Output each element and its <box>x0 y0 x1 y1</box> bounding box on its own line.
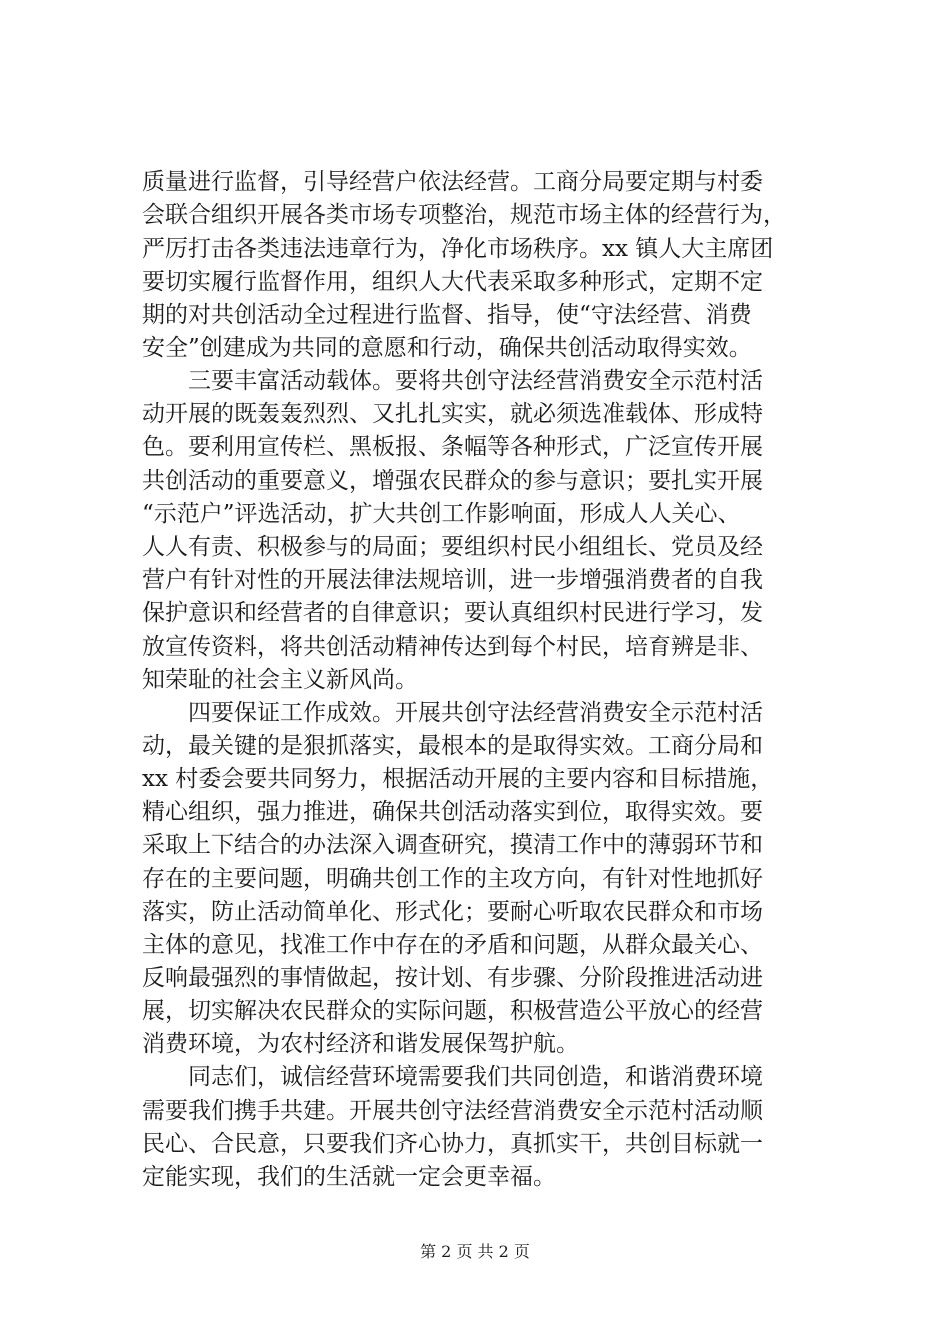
text-line: 要切实履行监督作用，组织人大代表采取多种形式，定期不定 <box>142 269 763 295</box>
text-line: 知荣耻的社会主义新风尚。 <box>142 667 418 693</box>
text-line: 反响最强烈的事情做起，按计划、有步骤、分阶段推进活动进 <box>142 965 763 991</box>
text-line: 消费环境，为农村经济和谐发展保驾护航。 <box>142 1031 579 1057</box>
text-line: 存在的主要问题，明确共创工作的主攻方向，有针对性地抓好 <box>142 866 763 892</box>
text-line: 严厉打击各类违法违章行为，净化市场秩序。xx 镇人大主席团 <box>142 236 774 262</box>
text-line: 展，切实解决农民群众的实际问题，积极营造公平放心的经营 <box>142 998 763 1024</box>
text-line: 放宣传资料，将共创活动精神传达到每个村民，培育辨是非、 <box>142 634 763 660</box>
text-line: 采取上下结合的办法深入调查研究，摸清工作中的薄弱环节和 <box>142 832 763 858</box>
text-line: 会联合组织开展各类市场专项整治，规范市场主体的经营行为， <box>142 202 786 228</box>
text-line: “示范户”评选活动，扩大共创工作影响面，形成人人关心、 <box>142 501 741 527</box>
text-line: 保护意识和经营者的自律意识；要认真组织村民进行学习，发 <box>142 600 763 626</box>
text-line: 定能实现，我们的生活就一定会更幸福。 <box>142 1164 556 1190</box>
text-line: 民心、合民意，只要我们齐心协力，真抓实干，共创目标就一 <box>142 1131 763 1157</box>
text-line: 精心组织，强力推进，确保共创活动落实到位，取得实效。要 <box>142 799 763 825</box>
text-line: 色。要利用宣传栏、黑板报、条幅等各种形式，广泛宣传开展 <box>142 434 763 460</box>
text-line: 期的对共创活动全过程进行监督、指导，使“守法经营、消费 <box>142 302 752 328</box>
text-line: xx 村委会要共同努力，根据活动开展的主要内容和目标措施， <box>142 766 774 792</box>
text-line: 人人有责、积极参与的局面；要组织村民小组组长、党员及经 <box>142 534 763 560</box>
text-line: 共创活动的重要意义，增强农民群众的参与意识；要扎实开展 <box>142 468 763 494</box>
text-line: 三要丰富活动载体。要将共创守法经营消费安全示范村活 <box>188 368 763 394</box>
text-line: 需要我们携手共建。开展共创守法经营消费安全示范村活动顺 <box>142 1098 763 1124</box>
text-line: 落实，防止活动简单化、形式化；要耐心听取农民群众和市场 <box>142 899 763 925</box>
text-line: 安全”创建成为共同的意愿和行动，确保共创活动取得实效。 <box>142 335 752 361</box>
text-line: 动开展的既轰轰烈烈、又扎扎实实，就必须选准载体、形成特 <box>142 401 763 427</box>
text-line: 质量进行监督，引导经营户依法经营。工商分局要定期与村委 <box>142 169 763 195</box>
text-line: 营户有针对性的开展法律法规培训，进一步增强消费者的自我 <box>142 567 763 593</box>
text-line: 四要保证工作成效。开展共创守法经营消费安全示范村活 <box>188 700 763 726</box>
text-line: 主体的意见，找准工作中存在的矛盾和问题，从群众最关心、 <box>142 932 763 958</box>
page-number-footer: 第 2 页 共 2 页 <box>420 1242 530 1261</box>
text-line: 动，最关键的是狠抓落实，最根本的是取得实效。工商分局和 <box>142 733 763 759</box>
text-line: 同志们，诚信经营环境需要我们共同创造，和谐消费环境 <box>188 1064 763 1090</box>
